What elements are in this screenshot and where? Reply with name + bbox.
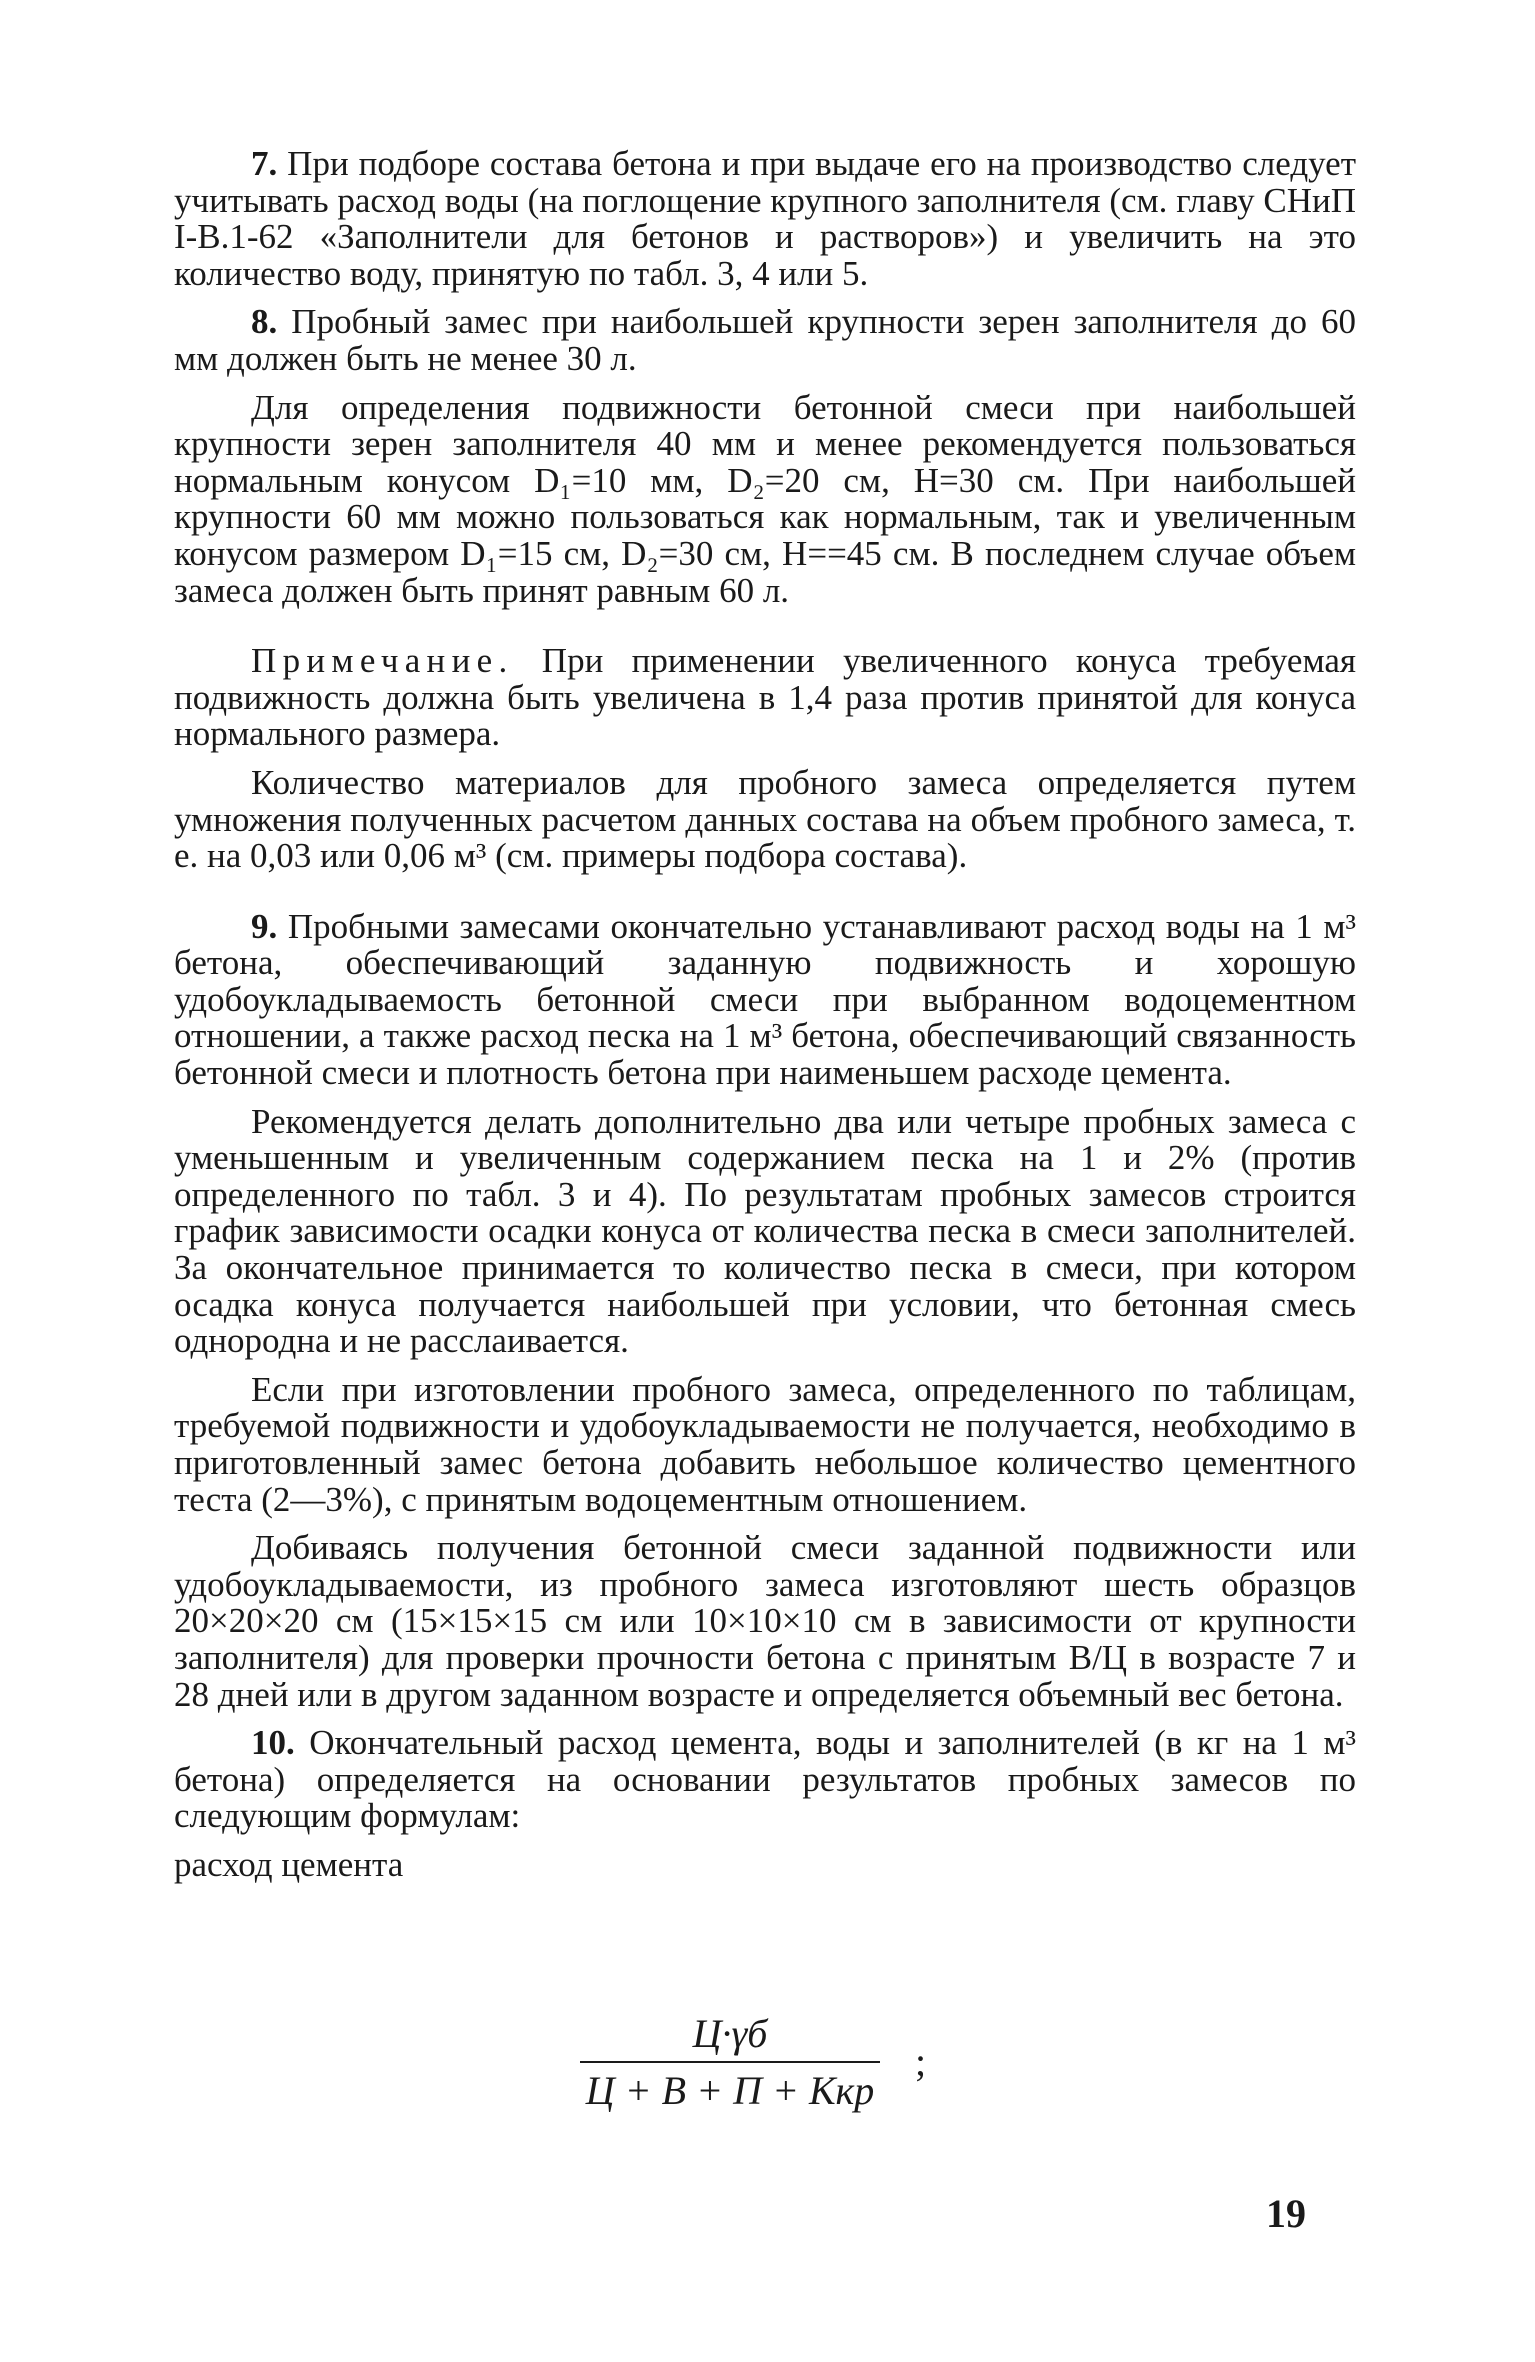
item-number: 9. <box>251 906 278 946</box>
item-number: 7. <box>251 144 278 183</box>
paragraph-quantity <box>174 762 1356 876</box>
body-text <box>174 146 1356 1884</box>
paragraph-text: При подборе состава бетона и при выдаче его на производство следует учитывать расход воды (на поглощение крупного заполнителя (см. главу СНиП I-В.1-62 «Заполнители для бетонов и растворов») и увеличить на это количество воду, принятую по табл. 3, 4 или 5. <box>174 144 1356 293</box>
paragraph-cone <box>174 387 1356 610</box>
item-number: 8. <box>251 302 278 342</box>
formula-caption <box>174 1844 1356 1884</box>
paragraph-text: Пробный замес при наибольшей крупности зерен заполнителя до 60 мм должен быть не менее 30 л. <box>174 302 1356 378</box>
paragraph-text: Для определения подвижности бетонной смеси при наибольшей крупности зерен заполнителя 40 мм и менее рекомендуется пользоваться нормальным конусом D₁=10 мм, D₂=20 см, H=30 см. При наибольшей крупности 60 мм можно пользоваться как нормальным, так и увеличенным конусом размером D₁=15 см, D₂=30 см, H==45 см. В последнем случае объем замеса должен быть принят равным 60 л. <box>174 387 1356 610</box>
page-number: 19 <box>1266 2191 1306 2236</box>
paragraph-text: Если при изготовлении пробного замеса, определенного по таблицам, требуемой подвижности и удобоукладываемости не получается, необходимо в приготовленный замес бетона добавить небольшое количество цементного теста (2—3%), с принятым водоцементным отношением. <box>174 1369 1356 1519</box>
formula-numerator: Ц·γб <box>692 2011 768 2056</box>
paragraph-text: Количество материалов для пробного замеса определяется путем умножения полученных расчетом данных состава на объем пробного замеса, т. е. на 0,03 или 0,06 м³ (см. примеры подбора состава). <box>174 762 1356 876</box>
item-number: 10. <box>251 1723 295 1763</box>
paragraph-text: расход цемента <box>174 1844 404 1884</box>
cement-formula <box>540 2010 927 2114</box>
formula-suffix: ; <box>915 2039 927 2084</box>
paragraph-9 <box>174 906 1356 1093</box>
note-label: Примечание. <box>251 641 514 681</box>
note-paragraph <box>174 643 1356 753</box>
paragraph-recommend <box>174 1101 1356 1361</box>
paragraph-if <box>174 1369 1356 1519</box>
paragraph-10 <box>174 1725 1356 1835</box>
paragraph-samples <box>174 1530 1356 1713</box>
paragraph-text: Окончательный расход цемента, воды и заполнителей (в кг на 1 м³ бетона) определяется на основании результатов пробных замесов по следующим формулам: <box>174 1723 1356 1836</box>
paragraph-7 <box>174 146 1356 292</box>
paragraph-8 <box>174 304 1356 377</box>
paragraph-text: Пробными замесами окончательно устанавливают расход воды на 1 м³ бетона, обеспечивающий заданную подвижность и хорошую удобоукладываемость бетонной смеси при выбранном водоцементном отношении, а также расход песка на 1 м³ бетона, обеспечивающий связанность бетонной смеси и плотность бетона при наименьшем расходе цемента. <box>174 906 1356 1093</box>
paragraph-text: При применении увеличенного конуса требуемая подвижность должна быть увеличена в 1,4 раза против принятой для конуса нормального размера. <box>174 641 1356 754</box>
formula-fraction <box>580 2010 880 2114</box>
paragraph-text: Рекомендуется делать дополнительно два или четыре пробных замеса с уменьшенным и увеличенным содержанием песка на 1 и 2% (против определенного по табл. 3 и 4). По результатам пробных замесов строится график зависимости осадки конуса от количества песка в смеси заполнителей. За окончательное принимается то количество песка в смеси, при котором осадка конуса получается наибольшей при условии, что бетонная смесь однородна и не расслаивается. <box>174 1101 1356 1361</box>
paragraph-text: Добиваясь получения бетонной смеси заданной подвижности или удобоукладываемости, из пробного замеса изготовляют шесть образцов 20×20×20 см (15×15×15 см или 10×10×10 см в зависимости от крупности заполнителя) для проверки прочности бетона с принятым В/Ц в возрасте 7 и 28 дней или в другом заданном возрасте и определяется объемный вес бетона. <box>174 1528 1356 1714</box>
formula-denominator: Ц + В + П + Ккр <box>580 2061 880 2114</box>
